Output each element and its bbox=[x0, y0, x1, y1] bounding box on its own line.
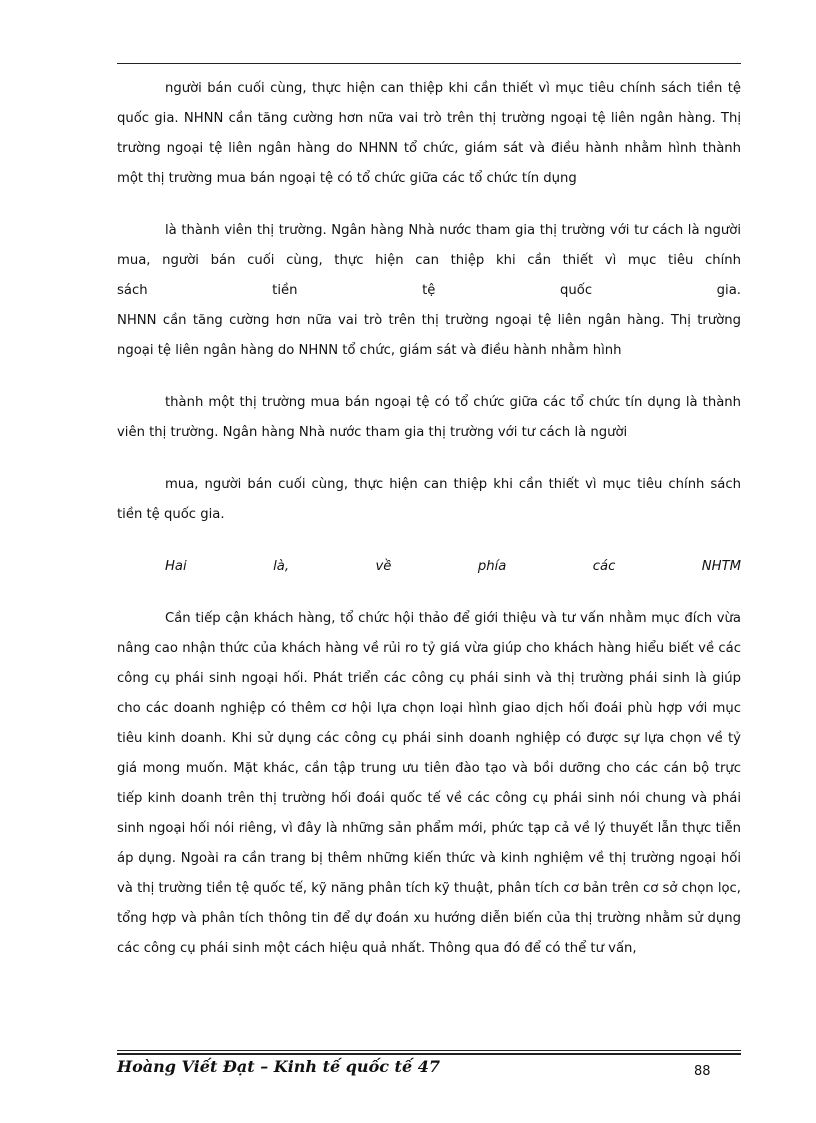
paragraph-5: thành một thị trường mua bán ngoại tệ có tổ chức giữa các tổ chức tín dụng là thành viên thị trường. Ngân hàng Nhà nước tham gia thị trường với tư cách là người bbox=[117, 395, 741, 440]
paragraph-7: Cần tiếp cận khách hàng, tổ chức hội thảo để giới thiệu và tư vấn nhằm mục đích vừa nâng cao nhận thức của khách hàng về rủi ro tỷ giá vừa giúp cho khách hàng hiểu biết về các công cụ phái sinh ngoại hối. Phát triển các công cụ phái sinh và thị trường phái sinh là giúp cho các doanh nghiệp có thêm cơ hội lựa chọn loại hình giao dịch hối đoái phù hợp với mục tiêu kinh doanh. Khi sử dụng các công cụ phái sinh doanh nghiệp có được sự lựa chọn về tỷ giá mong muốn. Mặt khác, cần tập trung ưu tiên đào tạo và bồi dưỡng cho các cán bộ trực tiếp kinh doanh trên thị trường hối đoái quốc tế về các công cụ phái sinh nói chung và phái sinh ngoại hối nói riêng, vì đây là những sản phẩm mới, phức tạp cả về lý thuyết lẫn thực tiễn áp dụng. Ngoài ra cần trang bị thêm những kiến thức và kinh nghiệm về thị trường ngoại hối và thị trường tiền tệ quốc tế, kỹ năng phân tích kỹ thuật, phân tích cơ bản trên cơ sở chọn lọc, tổng hợp và phân tích thông tin để dự đoán xu hướng diễn biến của thị trường nhằm sử dụng các công cụ phái sinh một cách hiệu quả nhất. Thông qua đó để có thể tư vấn, bbox=[117, 611, 741, 956]
paragraph-4: NHNN cần tăng cường hơn nữa vai trò trên thị trường ngoại tệ liên ngân hàng. Thị trường ngoại tệ liên ngân hàng do NHNN tổ chức, giám sát và điều hành nhằm hình bbox=[117, 313, 741, 358]
paragraph-3: sách tiền tệ quốc gia. bbox=[117, 283, 741, 298]
page-number: 88 bbox=[694, 1064, 711, 1079]
paragraph-1: người bán cuối cùng, thực hiện can thiệp khi cần thiết vì mục tiêu chính sách tiền tệ quốc gia. NHNN cần tăng cường hơn nữa vai trò trên thị trường ngoại tệ liên ngân hàng. Thị trường ngoại tệ liên ngân hàng do NHNN tổ chức, giám sát và điều hành nhằm hình thành một thị trường mua bán ngoại tệ có tổ chức giữa các tổ chức tín dụng bbox=[117, 81, 741, 186]
paragraph-6: mua, người bán cuối cùng, thực hiện can thiệp khi cần thiết vì mục tiêu chính sách tiền tệ quốc gia. bbox=[117, 477, 741, 522]
footer-author: Hoàng Viết Đạt – Kinh tế quốc tế 47 bbox=[117, 1057, 440, 1076]
footer-rule-thick bbox=[117, 1053, 741, 1055]
section-heading: Hai là, về phía các NHTM bbox=[165, 559, 741, 574]
paragraph-2: là thành viên thị trường. Ngân hàng Nhà nước tham gia thị trường với tư cách là người mua, người bán cuối cùng, thực hiện can thiệp khi cần thiết vì mục tiêu chính bbox=[117, 223, 741, 268]
page-body bbox=[117, 74, 741, 964]
header-rule bbox=[117, 63, 741, 64]
footer-rule-thin bbox=[117, 1050, 741, 1051]
